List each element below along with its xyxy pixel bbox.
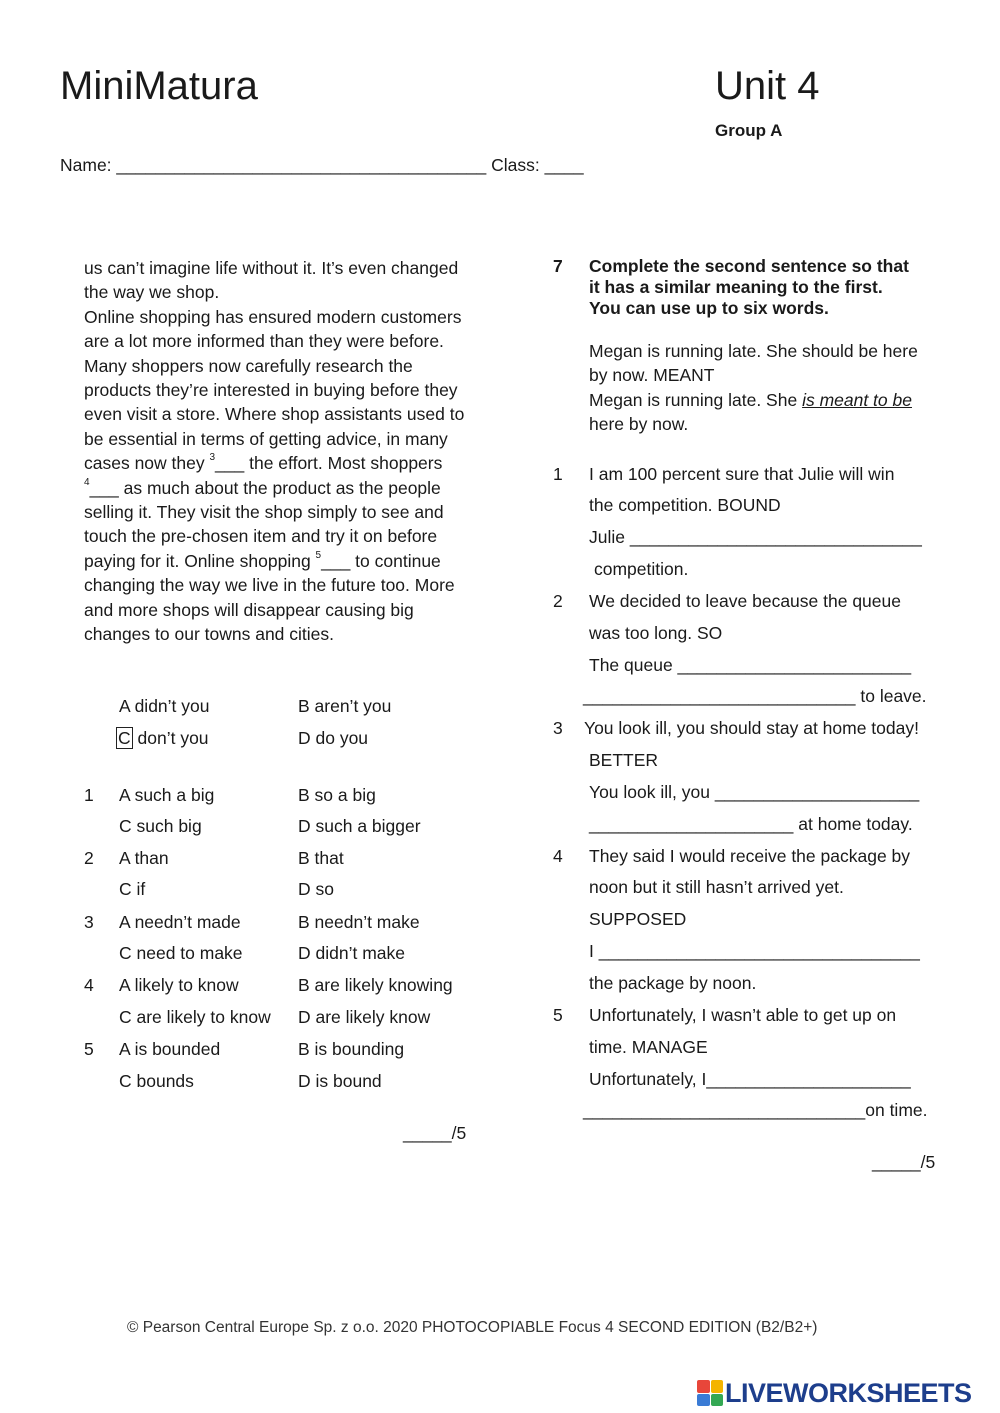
item-text: We decided to leave because the queue bbox=[589, 591, 901, 611]
answer-field-3[interactable]: You look ill, you _____________________ bbox=[589, 782, 920, 802]
example-option-d: D do you bbox=[298, 728, 369, 748]
option-d[interactable]: D are likely know bbox=[298, 1007, 431, 1027]
option-d[interactable]: D so bbox=[298, 879, 334, 899]
example-line-1: Megan is running late. She should be here bbox=[589, 341, 918, 361]
unit-title: Unit 4 bbox=[715, 64, 820, 108]
answer-field-3b[interactable]: _____________________ at home today. bbox=[589, 814, 913, 834]
name-row bbox=[60, 157, 584, 175]
item-text: I am 100 percent sure that Julie will win bbox=[589, 464, 895, 484]
option-d[interactable]: D such a bigger bbox=[298, 816, 421, 836]
option-c[interactable]: C such big bbox=[119, 816, 202, 836]
item-text: competition. bbox=[594, 559, 689, 579]
option-b[interactable]: B needn’t make bbox=[298, 912, 420, 932]
item-text: was too long. SO bbox=[589, 623, 723, 643]
item-text: Unfortunately, I wasn’t able to get up on bbox=[589, 1005, 897, 1025]
option-a[interactable]: A such a big bbox=[119, 785, 215, 805]
worksheet-title: MiniMatura bbox=[60, 64, 258, 108]
liveworksheets-logo[interactable] bbox=[697, 1378, 972, 1408]
example-option-c: C don’t you bbox=[118, 728, 209, 748]
example-line-2: by now. MEANT bbox=[589, 365, 715, 385]
task-number: 7 bbox=[553, 256, 563, 276]
example-option-b: B aren’t you bbox=[298, 696, 392, 716]
name-label: Name: bbox=[60, 155, 112, 175]
item-number: 5 bbox=[553, 1005, 563, 1025]
option-b[interactable]: B is bounding bbox=[298, 1039, 405, 1059]
reading-passage bbox=[84, 256, 479, 647]
example-answer-box: C bbox=[118, 728, 131, 748]
answer-field-2b[interactable]: ____________________________ to leave. bbox=[583, 686, 927, 706]
task-instruction-line-1: Complete the second sentence so that bbox=[589, 256, 909, 276]
example-option-a: A didn’t you bbox=[119, 696, 210, 716]
answer-field-5b[interactable]: _____________________________on time. bbox=[583, 1100, 928, 1120]
class-label: Class: bbox=[491, 155, 540, 175]
option-a[interactable]: A needn’t made bbox=[119, 912, 241, 932]
passage-paragraph-2: Online shopping has ensured modern customers are a lot more informed than they were before. Many shoppers now carefully research the products they’re interested in buying before they even visit a store. Where shop assistants used to be essential in terms of getting advice, in many cases now they $^3$___ the effort. Most shoppers $^4$___ as much about the product as the people selling it. They visit the shop simply to see and touch the pre-chosen item and try it on before paying for it. Online shopping $^5$___ to continue changing the way we live in the future too. More and more shops will disappear causing big changes to our towns and cities. bbox=[84, 306, 465, 645]
option-b[interactable]: B that bbox=[298, 848, 344, 868]
task-instruction-line-2: it has a similar meaning to the first. bbox=[589, 277, 883, 297]
right-score: _____/5 bbox=[872, 1152, 936, 1172]
item-text: BETTER bbox=[589, 750, 659, 770]
class-field[interactable]: ____ bbox=[544, 155, 584, 175]
item-text: They said I would receive the package by bbox=[589, 846, 911, 866]
option-b[interactable]: B are likely knowing bbox=[298, 975, 453, 995]
item-text: the package by noon. bbox=[589, 973, 757, 993]
option-a[interactable]: A is bounded bbox=[119, 1039, 221, 1059]
option-c[interactable]: C are likely to know bbox=[119, 1007, 271, 1027]
answer-field-1[interactable]: Julie ______________________________ bbox=[589, 527, 922, 547]
option-d[interactable]: D didn’t make bbox=[298, 943, 405, 963]
option-a[interactable]: A likely to know bbox=[119, 975, 239, 995]
logo-text: LIVEWORKSHEETS bbox=[725, 1377, 972, 1408]
gap-3-blank[interactable]: ___ bbox=[215, 453, 245, 474]
item-number: 1 bbox=[553, 464, 563, 484]
name-field[interactable]: ______________________________________ bbox=[116, 155, 487, 175]
logo-mark-icon bbox=[697, 1380, 723, 1406]
group-label: Group A bbox=[715, 121, 783, 140]
answer-field-4[interactable]: I _________________________________ bbox=[589, 941, 920, 961]
option-c[interactable]: C if bbox=[119, 879, 146, 899]
passage-paragraph-1: us can’t imagine life without it. It’s even changed the way we shop. bbox=[84, 258, 459, 303]
item-number: 3 bbox=[553, 718, 563, 738]
option-a[interactable]: A than bbox=[119, 848, 169, 868]
answer-field-2[interactable]: The queue ________________________ bbox=[589, 655, 912, 675]
option-c[interactable]: C bounds bbox=[119, 1071, 194, 1091]
item-text: time. MANAGE bbox=[589, 1037, 708, 1057]
copyright-footer: © Pearson Central Europe Sp. z o.o. 2020 PHOTOCOPIABLE Focus 4 SECOND EDITION (B2/B2+) bbox=[127, 1319, 818, 1336]
item-text: noon but it still hasn’t arrived yet. bbox=[589, 877, 844, 897]
item-text: SUPPOSED bbox=[589, 909, 687, 929]
gap-5-blank[interactable]: ___ bbox=[321, 550, 351, 571]
task-instruction-line-3: You can use up to six words. bbox=[589, 298, 829, 318]
item-number: 2 bbox=[553, 591, 563, 611]
answer-field-5[interactable]: Unfortunately, I_____________________ bbox=[589, 1069, 911, 1089]
item-text: You look ill, you should stay at home today! bbox=[584, 718, 919, 738]
example-line-4: here by now. bbox=[589, 414, 689, 434]
left-score: _____/5 bbox=[403, 1123, 467, 1143]
option-d[interactable]: D is bound bbox=[298, 1071, 382, 1091]
option-b[interactable]: B so a big bbox=[298, 785, 376, 805]
example-answer: is meant to be bbox=[802, 390, 912, 410]
item-text: the competition. BOUND bbox=[589, 495, 781, 515]
gap-4-blank[interactable]: ___ bbox=[89, 477, 119, 498]
option-c[interactable]: C need to make bbox=[119, 943, 243, 963]
example-line-3: Megan is running late. She is meant to be bbox=[589, 390, 912, 410]
item-number: 4 bbox=[553, 846, 563, 866]
